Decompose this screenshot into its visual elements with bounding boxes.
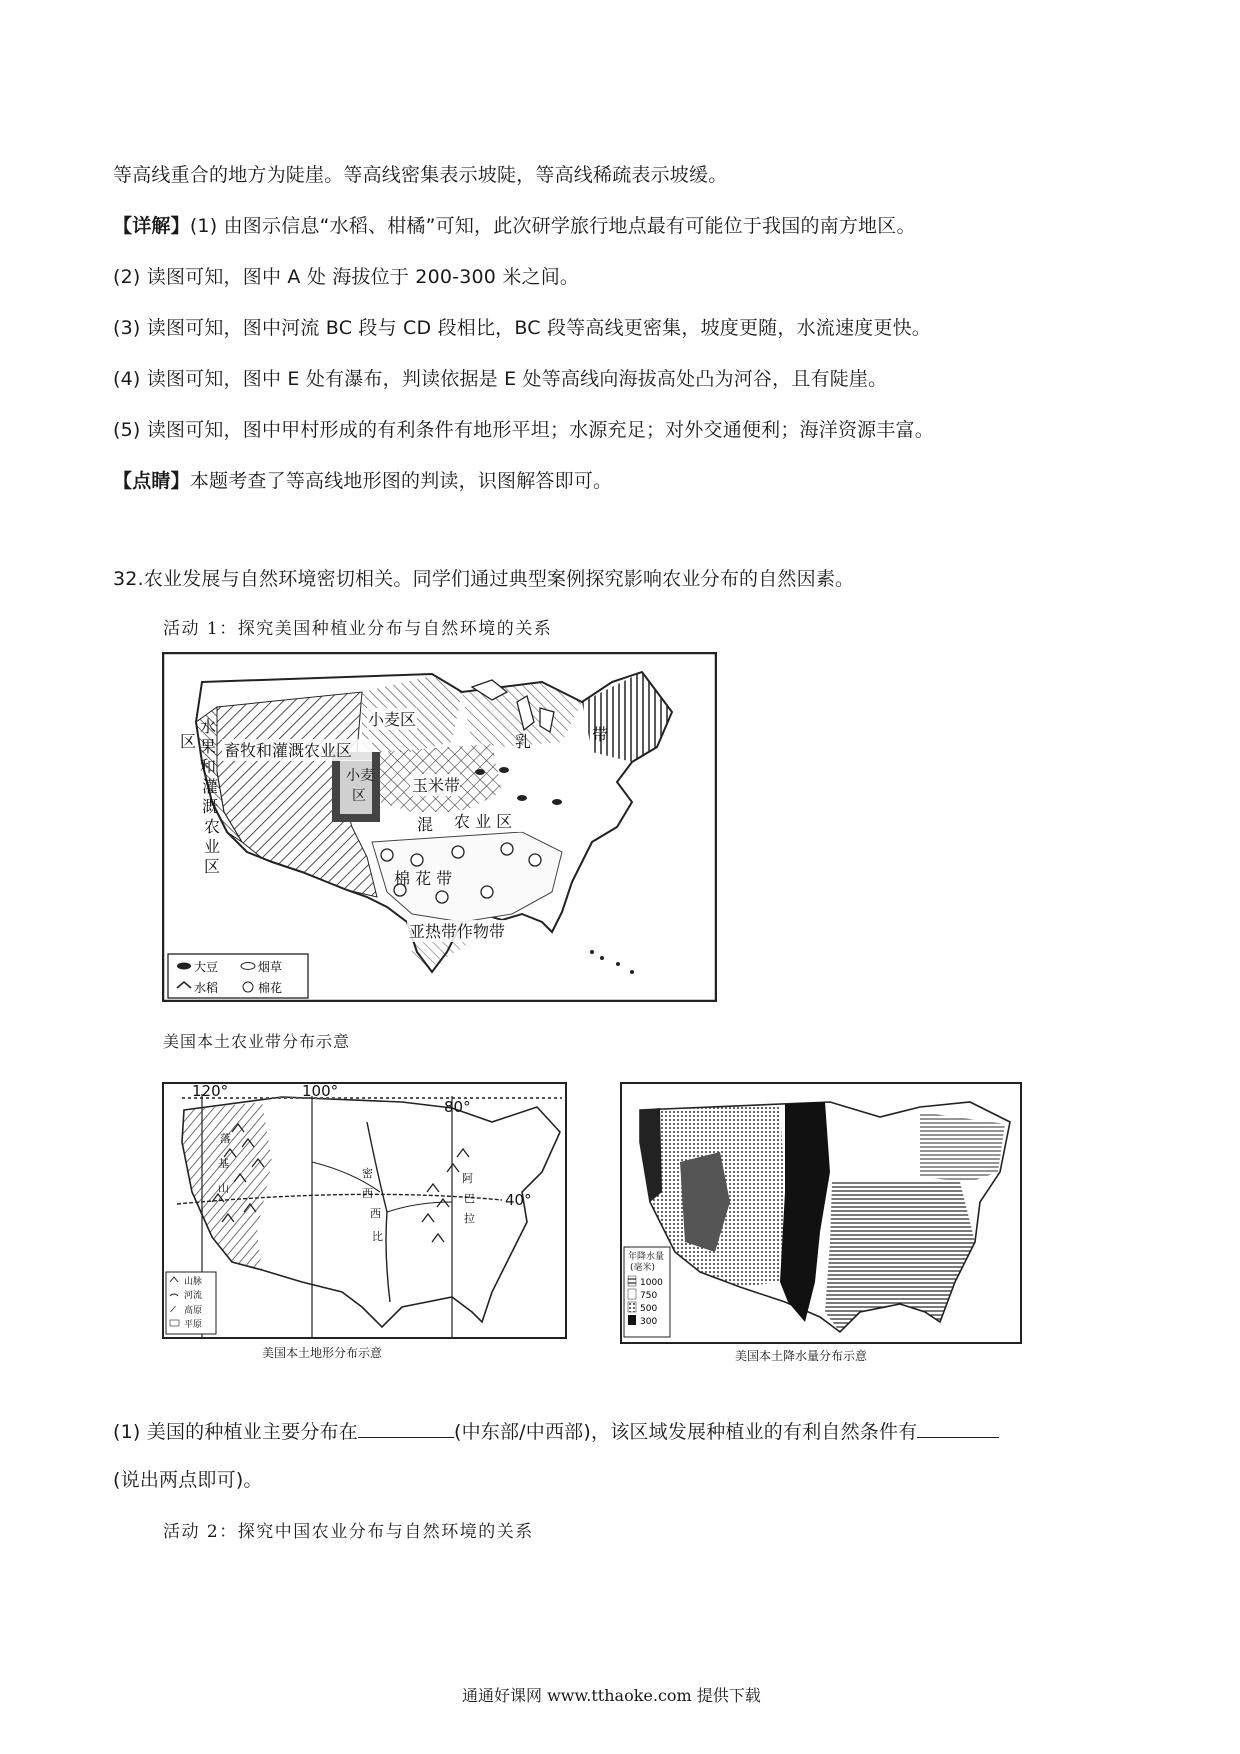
text-line-6: (5) 读图可知，图中甲村形成的有利条件有地形平坦；水源充足；对外交通便利；海洋资源丰富。	[113, 419, 934, 441]
label-v4: 灌	[202, 777, 219, 796]
lon-100-label: 100°	[302, 1082, 339, 1100]
legend-v3: 500	[640, 1304, 658, 1314]
legend-plateau: 高原	[184, 1306, 203, 1316]
detail-text: (1) 由图示信息“水稻、柑橘”可知，此次研学旅行地点最有可能位于我国的南方地区。	[189, 215, 916, 237]
label-subtropical: 亚热带作物带	[409, 922, 506, 941]
detail-bracket: 【详解】	[113, 215, 190, 237]
legend-v2: 750	[640, 1291, 658, 1301]
lon-120-label: 120°	[192, 1082, 229, 1100]
answer-blank-2[interactable]	[917, 1419, 999, 1438]
rocky-char-2: 基	[218, 1157, 229, 1170]
label-corn: 玉米带	[412, 776, 461, 795]
soybean-icon	[177, 963, 191, 970]
text-line-2	[113, 211, 916, 238]
question-stem: 32.农业发展与自然环境密切相关。同学们通过典型案例探究影响农业分布的自然因素。	[113, 568, 855, 590]
label-wheat: 小麦区	[368, 710, 417, 729]
subquestion-part-b: (中东部/中西部)，该区域发展种植业的有利自然条件有	[453, 1421, 918, 1443]
lon-80-label: 80°	[444, 1098, 471, 1116]
legend-cotton: 棉花	[258, 981, 283, 995]
mississippi-char-2: 西	[362, 1187, 373, 1200]
agri-belt-map	[162, 652, 717, 1002]
text-line-5: (4) 读图可知，图中 E 处有瀑布，判读依据是 E 处等高线向海拔高处凸为河谷，且有陡崖。	[113, 368, 888, 390]
plateau-icon	[170, 1306, 179, 1312]
label-wheat-3: 区	[352, 788, 366, 804]
activity-1-title: 活动 1：探究美国种植业分布与自然环境的关系	[163, 619, 553, 639]
cotton-icon	[243, 982, 253, 992]
map3-legend	[624, 1247, 670, 1337]
comment-bracket: 【点睛】	[113, 470, 190, 492]
activity-2-title: 活动 2：探究中国农业分布与自然环境的关系	[163, 1522, 534, 1542]
text-line-3: (2) 读图可知，图中 A 处 海拔位于 200-300 米之间。	[113, 266, 580, 288]
lat-40-label: 40°	[505, 1191, 532, 1209]
label-v5: 溉	[202, 797, 219, 816]
map3-caption: 美国本土降水量分布示意	[735, 1349, 868, 1363]
footer-download: 通通好课网 www.tthaoke.com 提供下载	[462, 1686, 761, 1705]
subquestion-1-note: (说出两点即可)。	[113, 1469, 263, 1491]
label-dairy-2: 带	[592, 725, 609, 744]
mississippi-char-4: 比	[372, 1230, 383, 1243]
label-wheat-2: 小麦	[346, 768, 374, 784]
map1-legend	[168, 954, 308, 998]
legend-plain: 平原	[184, 1320, 203, 1330]
subquestion-1	[113, 1417, 999, 1444]
label-ranch: 畜牧和灌溉农业区	[224, 741, 353, 760]
label-v3: 和	[200, 757, 217, 776]
appalachian-char-3: 拉	[464, 1212, 475, 1225]
mississippi-char-1: 密	[362, 1167, 373, 1180]
map1-caption: 美国本土农业带分布示意	[163, 1032, 351, 1051]
text-line-7	[113, 466, 612, 493]
plain-icon	[170, 1320, 179, 1326]
comment-text: 本题考查了等高线地形图的判读，识图解答即可。	[189, 470, 613, 492]
legend-v4: 300	[640, 1317, 658, 1327]
label-west: 区	[180, 732, 197, 751]
text-line-1: 等高线重合的地方为陡崖。等高线密集表示坡陡，等高线稀疏表示坡缓。	[113, 164, 728, 186]
tobacco-icon	[241, 963, 255, 970]
answer-blank-1[interactable]	[358, 1419, 454, 1438]
label-v8: 区	[204, 857, 221, 876]
terrain-map	[162, 1082, 567, 1367]
label-v1: 水	[200, 717, 217, 736]
appalachian-char-1: 阿	[462, 1172, 473, 1185]
rocky-char-3: 山	[218, 1182, 229, 1195]
map2-caption: 美国本土地形分布示意	[262, 1346, 383, 1360]
legend-v1: 1000	[640, 1278, 663, 1288]
label-cotton: 棉 花 带	[394, 869, 453, 888]
label-v6: 农	[204, 817, 221, 836]
text-line-4: (3) 读图可知，图中河流 BC 段与 CD 段相比，BC 段等高线更密集，坡度更随，水流速度更快。	[113, 317, 931, 339]
mississippi-char-3: 西	[370, 1207, 381, 1220]
legend-soybean: 大豆	[194, 960, 219, 974]
rocky-char-1: 落	[220, 1132, 231, 1145]
legend-tobacco: 烟草	[258, 960, 283, 974]
legend-rice: 水稻	[194, 981, 219, 995]
label-v2: 果	[200, 737, 217, 756]
precipitation-map	[620, 1082, 1022, 1367]
label-v7: 业	[204, 837, 221, 856]
label-mixed-2: 农 业 区	[454, 812, 513, 831]
legend-title-2: (毫米)	[630, 1263, 656, 1273]
legend-river: 河流	[184, 1291, 203, 1301]
appalachian-char-2: 巴	[464, 1192, 475, 1205]
label-mixed-1: 混	[417, 815, 434, 834]
legend-mountain: 山脉	[184, 1277, 203, 1287]
map2-legend	[166, 1272, 216, 1334]
label-dairy: 乳	[515, 732, 532, 751]
subquestion-part-a: (1) 美国的种植业主要分布在	[113, 1421, 358, 1443]
legend-title-1: 年降水量	[628, 1252, 665, 1262]
